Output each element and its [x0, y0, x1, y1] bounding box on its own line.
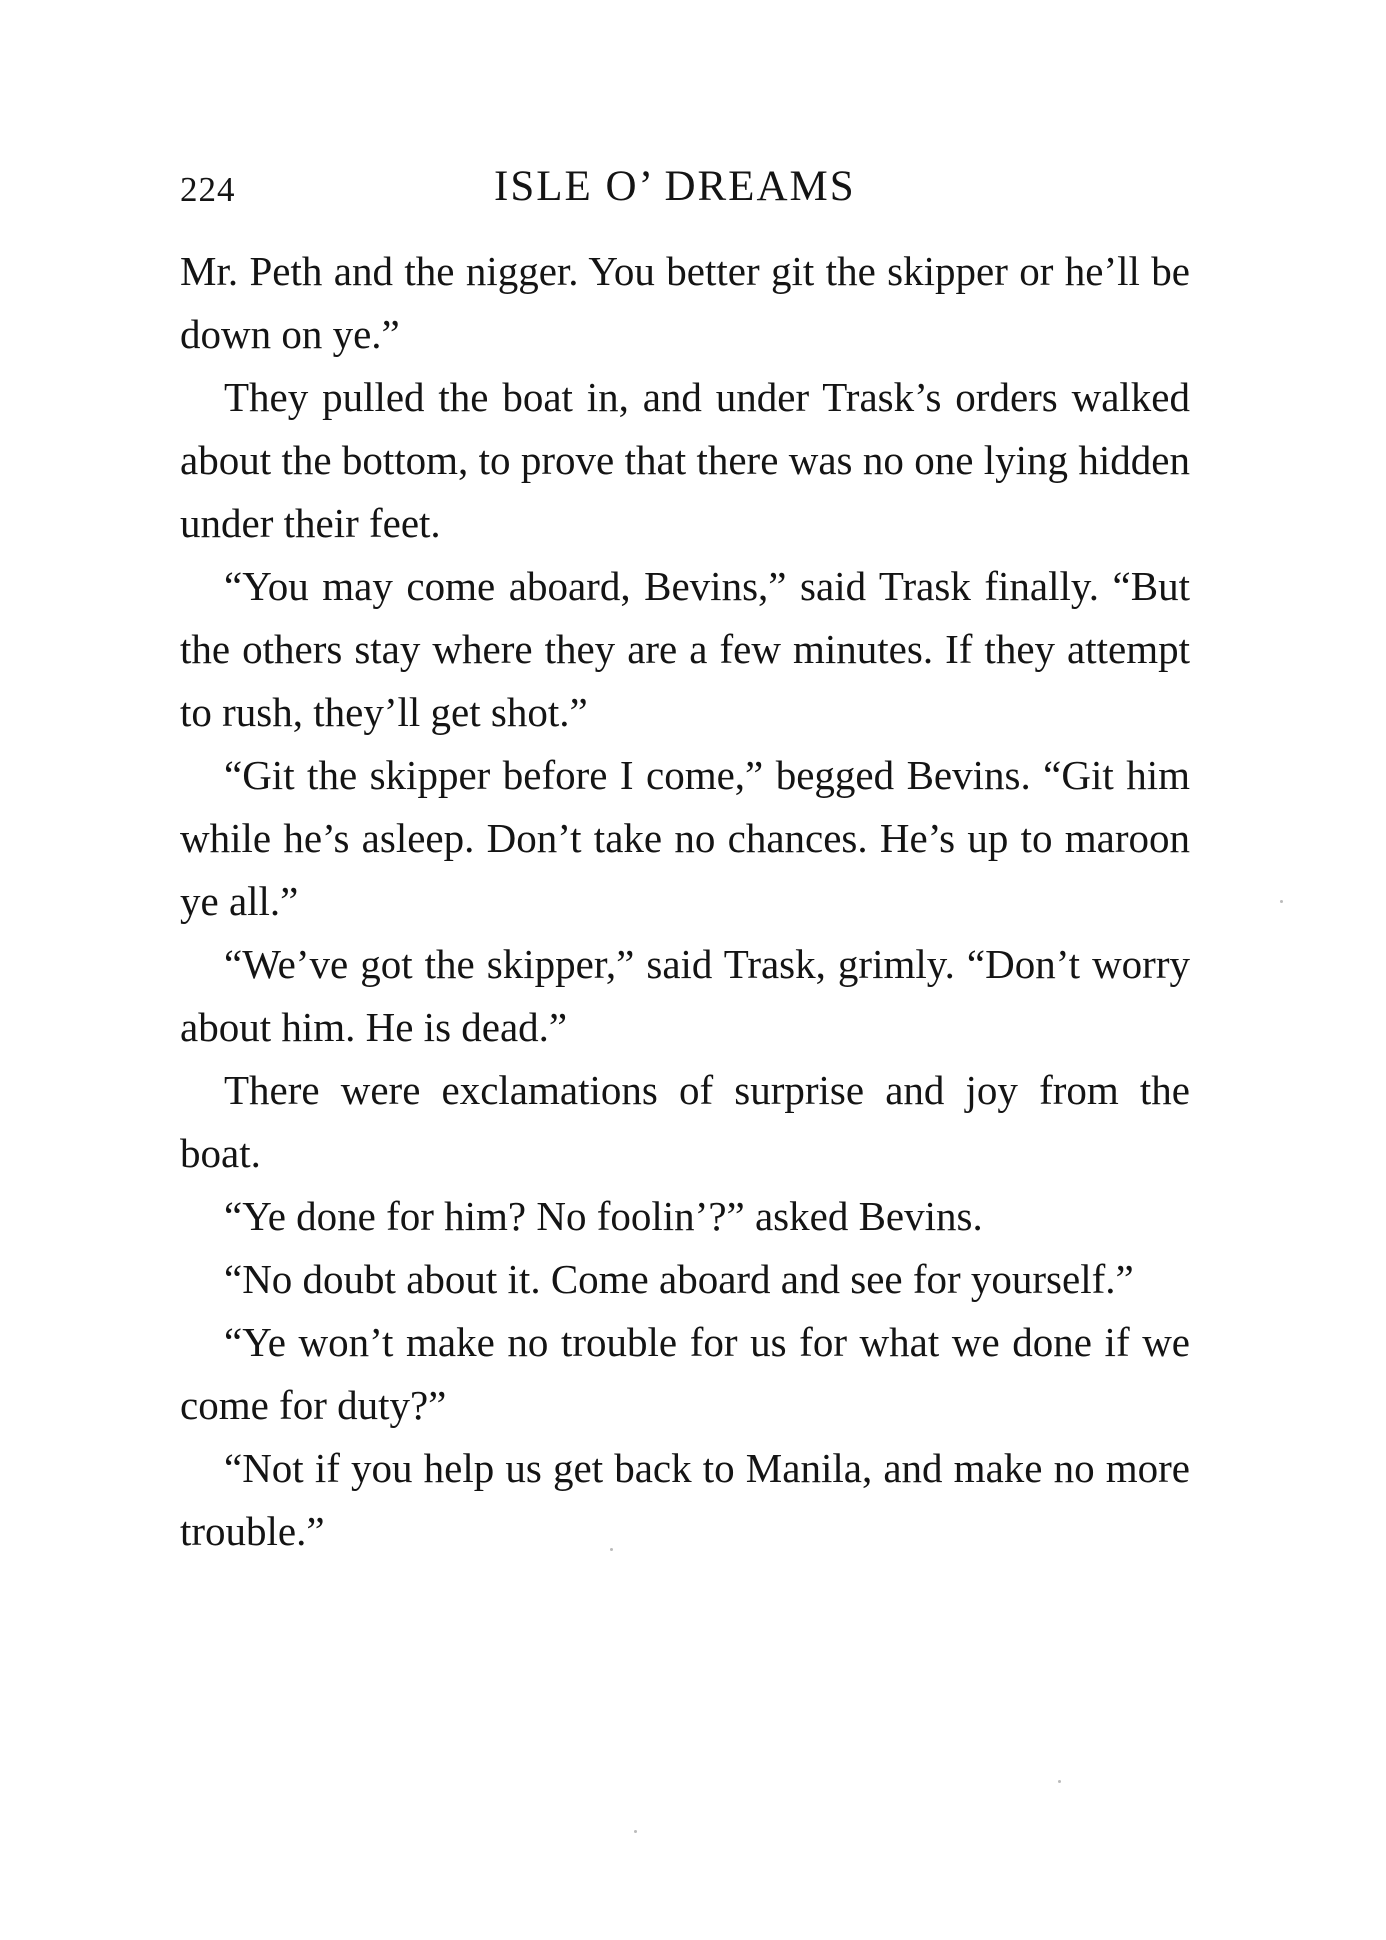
- running-head: [180, 162, 1190, 222]
- paper-speck: [610, 1548, 613, 1551]
- paragraph: “Ye done for him? No foolin’?” asked Bevins.: [224, 1193, 983, 1239]
- paragraph: “You may come aboard, Bevins,” said Trask finally. “But the others stay where they are a few minutes. If they attempt to rush, they’ll get shot.”: [180, 563, 1190, 735]
- paragraph: “No doubt about it. Come aboard and see for yourself.”: [224, 1256, 1134, 1302]
- paragraph: “Not if you help us get back to Manila, and make no more trouble.”: [180, 1445, 1190, 1554]
- paragraph: “We’ve got the skipper,” said Trask, grimly. “Don’t worry about him. He is dead.”: [180, 941, 1190, 1050]
- paragraph: There were exclamations of surprise and joy from the boat.: [180, 1067, 1190, 1176]
- paragraph: “Git the skipper before I come,” begged Bevins. “Git him while he’s asleep. Don’t take no chances. He’s up to maroon ye all.”: [180, 752, 1190, 924]
- paper-speck: [1058, 1780, 1061, 1783]
- running-title: ISLE O’ DREAMS: [494, 163, 856, 210]
- paragraph: They pulled the boat in, and under Trask’s orders walked about the bottom, to prove that there was no one lying hidden under their feet.: [180, 374, 1190, 546]
- page-number: 224: [180, 170, 236, 209]
- paper-speck: [1280, 900, 1283, 903]
- body-text: [180, 240, 1190, 1563]
- paragraph: “Ye won’t make no trouble for us for what we done if we come for duty?”: [180, 1319, 1190, 1428]
- paragraph: Mr. Peth and the nigger. You better git the skipper or he’ll be down on ye.”: [180, 248, 1190, 357]
- paper-speck: [634, 1830, 637, 1833]
